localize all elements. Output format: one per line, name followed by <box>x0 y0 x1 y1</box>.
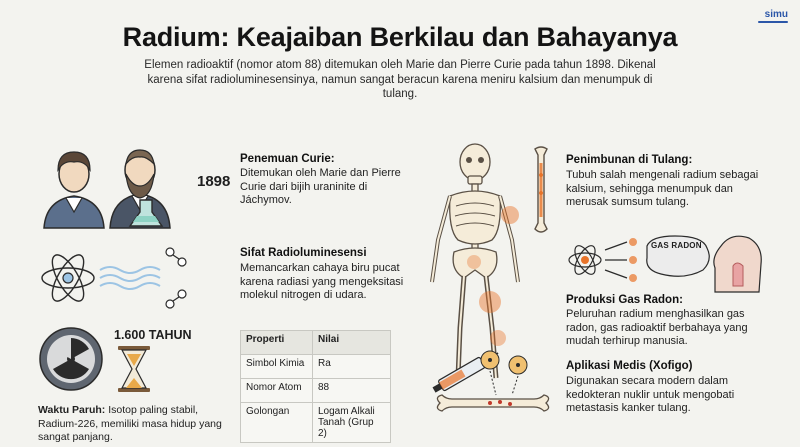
table-row <box>241 355 391 379</box>
radon-gas-illustration <box>565 228 765 292</box>
radiation-icon <box>38 326 104 392</box>
table-cell: Golongan <box>241 403 313 443</box>
halflife-text: Isotop paling stabil, Radium-226, memiliki masa hidup yang sangat panjang. <box>38 404 222 443</box>
glowing-bone-icon <box>526 145 556 235</box>
intro-text: Elemen radioaktif (nomor atom 88) ditemukan oleh Marie dan Pierre Curie pada tahun 1898. Dikenal karena sifat radioluminesensinya, namun sangat beracun karena meniru kalsium dan menumpuk di tulang. <box>144 59 656 100</box>
table-header-row <box>241 331 391 355</box>
luminescence-text: Memancarkan cahaya biru pucat karena radiasi yang mengeksitasi molekul nitrogen di udara. <box>240 262 404 301</box>
table-cell: 88 <box>313 379 391 403</box>
radon-text: Peluruhan radium menghasilkan gas radon, gas radioaktif berbahaya yang mudah terhirup manusia. <box>566 308 748 347</box>
table-cell: Simbol Kimia <box>241 355 313 379</box>
table-row <box>241 403 391 443</box>
curie-portrait-illustration <box>38 140 188 230</box>
radon-heading: Produksi Gas Radon: <box>566 294 683 306</box>
medical-heading: Aplikasi Medis (Xofigo) <box>566 360 693 372</box>
table-header-cell: Nilai <box>313 331 391 355</box>
atom-glow-icon <box>38 238 188 318</box>
bone-heading: Penimbunan di Tulang: <box>566 154 693 166</box>
table-cell: Nomor Atom <box>241 379 313 403</box>
table-cell: Logam Alkali Tanah (Grup 2) <box>313 403 391 443</box>
table-header-cell: Properti <box>241 331 313 355</box>
xofigo-treatment-illustration <box>430 345 560 425</box>
medical-text: Digunakan secara modern dalam kedokteran nuklir untuk mengobati metastasis kanker tulang. <box>566 375 735 414</box>
bone-text: Tubuh salah mengenali radium sebagai kalsium, sehingga menumpuk dan merusak sumsum tulang. <box>566 169 759 208</box>
hourglass-icon <box>118 346 150 392</box>
radon-bubble-label: GAS RADON <box>651 241 702 250</box>
table-row <box>241 379 391 403</box>
halflife-description <box>38 404 238 445</box>
luminescence-heading: Sifat Radioluminesensi <box>240 247 367 259</box>
page-title: Radium: Keajaiban Berkilau dan Bahayanya <box>122 22 678 52</box>
discovery-year: 1898 <box>197 173 231 190</box>
halflife-value: 1.600 TAHUN <box>114 328 192 342</box>
table-cell: Ra <box>313 355 391 379</box>
discovery-text: Ditemukan oleh Marie dan Pierre Curie dari bijih uraninite di Jáchymov. <box>240 167 401 206</box>
brand-logo: simu <box>764 9 788 20</box>
discovery-heading: Penemuan Curie: <box>240 153 335 165</box>
halflife-label: Waktu Paruh: <box>38 404 106 416</box>
properties-table <box>240 330 391 443</box>
